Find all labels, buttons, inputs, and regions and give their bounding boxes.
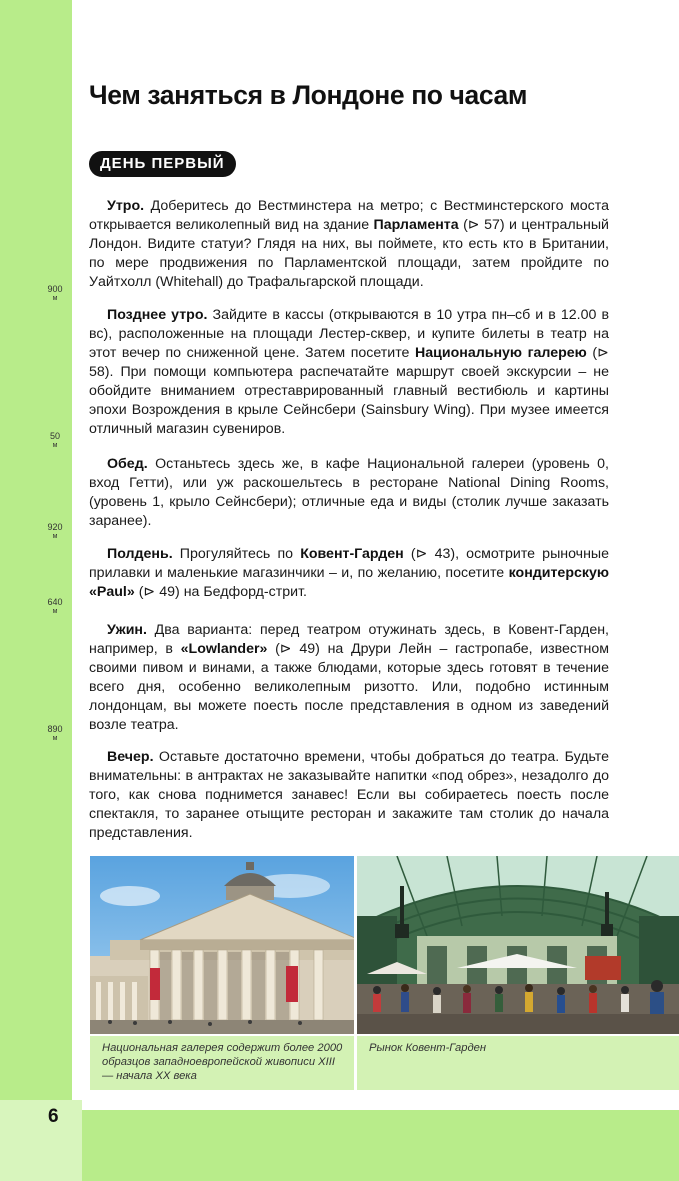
- caption-national-gallery: Национальная галерея содержит более 2000 образцов западноевропейской живописи XIII — начала XX века: [102, 1042, 343, 1082]
- caption-covent-garden: Рынок Ковент-Гарден: [369, 1042, 487, 1054]
- place-reference: «Lowlander»: [180, 641, 268, 657]
- margin-note-number: 920: [47, 522, 63, 532]
- margin-note: [40, 284, 70, 304]
- photo-national-gallery: [90, 856, 354, 1034]
- margin-note: [40, 431, 70, 451]
- margin-note-number: 890: [47, 724, 63, 734]
- section-evening: Вечер. Оставьте достаточно времени, чтобы добраться до театра. Будьте внимательны: в антрактах не заказывайте напитки «под обрез», незадолго до того, как снова поднимется занавес! Если вы собираетесь поесть после спектакля, то заранее отыщите ресторан и закажите там столик до начала представления.: [89, 749, 609, 841]
- margin-note: [40, 597, 70, 617]
- section-dinner: Ужин. Два варианта: перед театром отужинать здесь, в Ковент-Гарден, например, в «Lowlander» (⊳ 49) на Друри Лейн – гастропабе, известном своими пивом и винами, а также блюдами, которые здесь готовят в течение всего дня, особенно великолепным ризотто. Или, подобно истинным лондонцам, вы можете поесть после представления в одном из заведений возле театра.: [89, 622, 609, 733]
- section-morning: Утро. Доберитесь до Вестминстера на метро; с Вестминстерского моста открывается великолепный вид на здание Парламента (⊳ 57) и центральный Лондон. Видите статуи? Глядя на них, вы поймете, кто есть кто в Британии, по мере продвижения по Парламентской площади, затем пройдите по Уайтхолл (Whitehall) до Трафальгарской площади.: [89, 198, 609, 290]
- margin-note-unit: м: [52, 735, 58, 742]
- margin-note-unit: м: [52, 533, 58, 540]
- section-heading: Позднее утро.: [107, 307, 208, 323]
- section-lunch: Обед. Останьтесь здесь же, в кафе Национальной галереи (уровень 0, вход Гетти), или уж раскошельтесь в ресторане National Dining Rooms, (уровень 1, крыло Сейнсбери); отличные еда и виды (столик лучше заказать заранее).: [89, 456, 609, 529]
- margin-note: [40, 522, 70, 542]
- left-margin-bar: [0, 0, 72, 1100]
- page-number-tab: [0, 1100, 82, 1181]
- margin-note-unit: м: [52, 295, 58, 302]
- place-reference: Ковент-Гарден: [300, 546, 404, 562]
- margin-note-number: 640: [47, 597, 63, 607]
- margin-note-number: 900: [47, 284, 63, 294]
- bottom-band: [82, 1110, 679, 1181]
- margin-note-number: 50: [49, 431, 60, 441]
- place-reference: Национальную галерею: [415, 345, 587, 361]
- section-heading: Утро.: [107, 198, 145, 214]
- section-afternoon: Полдень. Прогуляйтесь по Ковент-Гарден (⊳ 43), осмотрите рыночные прилавки и маленькие магазинчики – и, по желанию, посетите кондитерскую «Paul» (⊳ 49) на Бедфорд-стрит.: [89, 546, 609, 600]
- photo-covent-garden: [357, 856, 679, 1034]
- section-heading: Обед.: [107, 456, 148, 472]
- place-reference: Парламента: [373, 217, 459, 233]
- place-reference: кондитерскую «Paul»: [89, 565, 609, 600]
- caption-box-covent-garden: [357, 1036, 679, 1090]
- caption-box-national-gallery: [90, 1036, 354, 1090]
- section-heading: Полдень.: [107, 546, 173, 562]
- section-heading: Вечер.: [107, 749, 154, 765]
- margin-note: [40, 724, 70, 744]
- page-number: 6: [48, 1106, 59, 1127]
- margin-note-unit: м: [52, 442, 58, 449]
- section-heading: Ужин.: [107, 622, 147, 638]
- page-title: Чем заняться в Лондоне по часам: [89, 80, 528, 110]
- day-badge: ДЕНЬ ПЕРВЫЙ: [89, 151, 236, 177]
- margin-note-unit: м: [52, 608, 58, 615]
- section-late-morning: Позднее утро. Зайдите в кассы (открываются в 10 утра пн–сб и в 12.00 в вс), расположенные на площади Лестер-сквер, и купите билеты в театр на этот вечер по сниженной цене. Затем посетите Национальную галерею (⊳ 58). При помощи компьютера распечатайте маршрут своей экскурсии – не обойдите вниманием отреставрированный главный вестибюль и картины эпохи Возрождения в крыле Сейнсбери (Sainsbury Wing). При музее имеется отличный магазин сувениров.: [89, 307, 610, 437]
